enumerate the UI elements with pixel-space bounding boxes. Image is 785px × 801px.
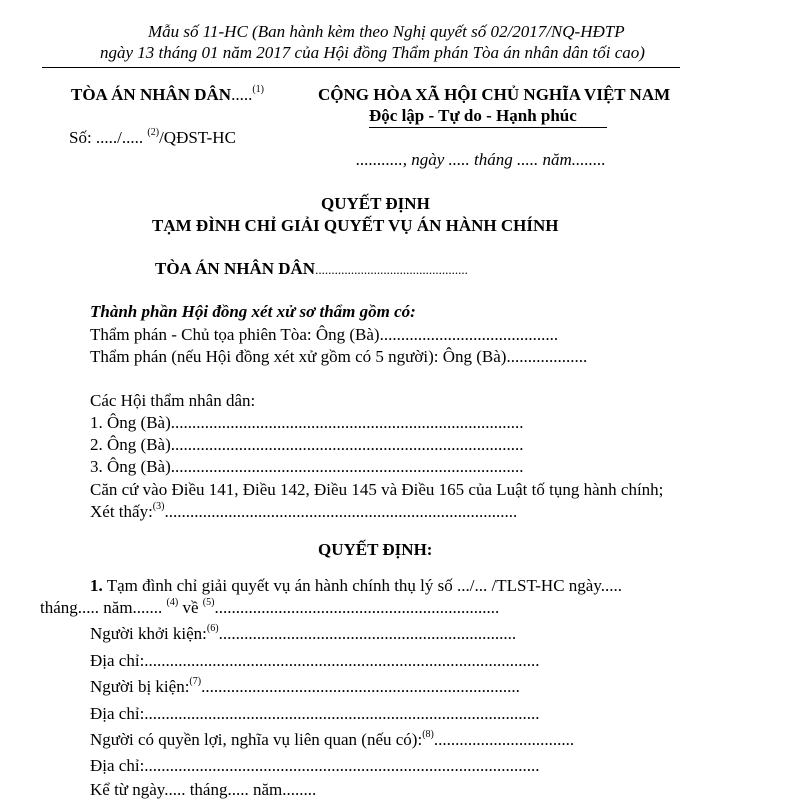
considering-dots: ................................................................................... [164,502,518,521]
decision-heading: QUYẾT ĐỊNH: [318,540,433,559]
decision-number [69,129,236,146]
place-date-line: ..........., ngày ..... tháng ..... năm........ [356,150,606,169]
panel-heading: Thành phần Hội đồng xét xử sơ thẩm gồm có: [90,302,416,321]
item-1-about: về [178,598,203,617]
court-dots: ..... [231,85,253,104]
footnote-5: (5) [202,597,215,608]
item-1-line-1 [90,577,622,594]
footnote-3: (3) [152,501,165,512]
assessor-line: 1. Ông (Bà)................................................................................... [90,413,524,432]
considering-label: Xét thấy: [90,502,153,521]
court-name [71,86,264,103]
item-1-dots: ................................................................... [214,598,500,617]
second-judge-line: Thẩm phán (nếu Hội đồng xét xử gồm có 5 người): Ông (Bà)................... [90,347,588,366]
court-line [155,260,468,277]
defendant-address: Địa chỉ:............................................................................................. [90,704,540,723]
footnote-2: (2) [147,127,160,138]
assessors-heading: Các Hội thẩm nhân dân: [90,391,256,410]
form-reference-line-2: ngày 13 tháng 01 năm 2017 của Hội đồng Thẩm phán Tòa án nhân dân tối cao) [100,43,645,62]
footnote-7: (7) [189,676,202,687]
court-line-dots: ............................................... [315,262,468,277]
related-party-dots: ................................. [433,730,575,749]
related-party-address: Địa chỉ:............................................................................................. [90,756,540,775]
effective-date: Kể từ ngày..... tháng..... năm........ [90,780,317,799]
footnote-6: (6) [206,623,219,634]
number-label: Số: ...../..... [69,128,148,147]
footnote-4: (4) [166,597,179,608]
assessor-line: 2. Ông (Bà)................................................................................... [90,435,524,454]
related-party-label: Người có quyền lợi, nghĩa vụ liên quan (nếu có): [90,730,423,749]
country-name: CỘNG HÒA XÃ HỘI CHỦ NGHĨA VIỆT NAM [318,85,671,104]
plaintiff-line [90,625,516,642]
considering-line [90,503,517,520]
national-motto: Độc lập - Tự do - Hạnh phúc [369,106,577,125]
header-divider [42,67,680,68]
item-1-date: tháng..... năm....... [40,598,167,617]
footnote-1: (1) [252,84,265,95]
defendant-dots: ........................................................................... [201,677,520,696]
item-1-number: 1. [90,576,103,595]
item-1-line-2 [40,599,499,616]
document-subtitle: TẠM ĐÌNH CHỈ GIẢI QUYẾT VỤ ÁN HÀNH CHÍNH [152,216,559,235]
plaintiff-dots: ...................................................................... [218,624,517,643]
item-1-text: Tạm đình chỉ giải quyết vụ án hành chính thụ lý số .../... /TLST-HC ngày..... [102,576,622,595]
form-reference-line-1: Mẫu số 11-HC (Ban hành kèm theo Nghị quyết số 02/2017/NQ-HĐTP [148,22,625,41]
number-suffix: /QĐST-HC [159,128,236,147]
presiding-judge-line: Thẩm phán - Chủ tọa phiên Tòa: Ông (Bà).......................................... [90,325,559,344]
assessor-line: 3. Ông (Bà)................................................................................... [90,457,524,476]
document-title: QUYẾT ĐỊNH [321,194,430,213]
legal-basis: Căn cứ vào Điều 141, Điều 142, Điều 145 và Điều 165 của Luật tố tụng hành chính; [90,480,664,499]
plaintiff-address: Địa chỉ:............................................................................................. [90,651,540,670]
related-party-line [90,731,574,748]
defendant-label: Người bị kiện: [90,677,190,696]
defendant-line [90,678,520,695]
plaintiff-label: Người khởi kiện: [90,624,207,643]
motto-underline [369,127,607,128]
court-line-label: TÒA ÁN NHÂN DÂN [155,259,316,278]
court-label: TÒA ÁN NHÂN DÂN [71,85,232,104]
footnote-8: (8) [422,729,434,740]
